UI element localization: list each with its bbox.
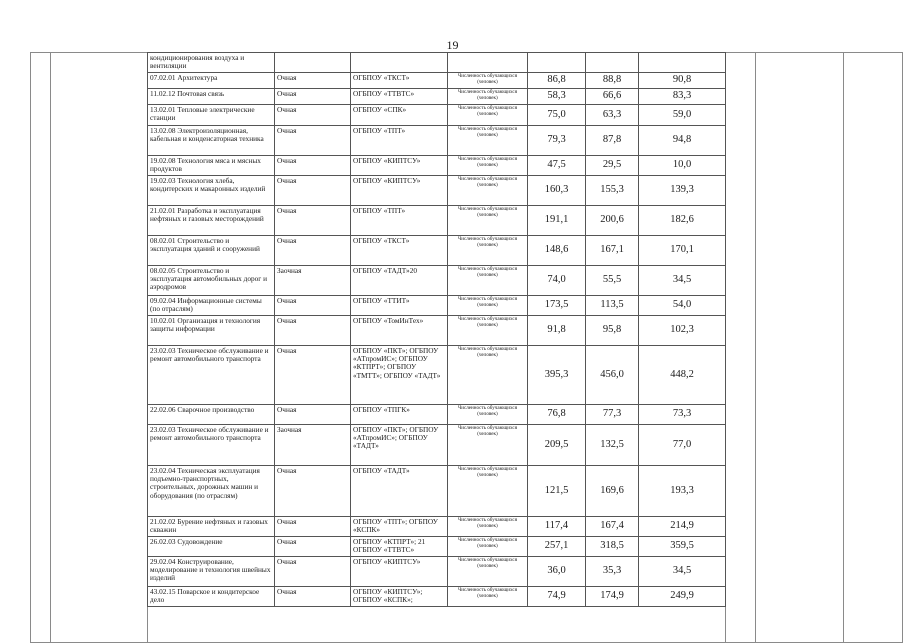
specialty-cell: 23.02.03 Техническое обслуживание и ремонт автомобильного транспорта [148,425,275,466]
value-1-cell: 47,5 [528,156,586,176]
organization-cell: ОГБПОУ «ПКТ»; ОГБПОУ «АТпромИС»; ОГБПОУ «КТПРТ»; ОГБПОУ «ТМТТ»; ОГБПОУ «ТАДТ» [351,346,448,405]
value-1-cell: 160,3 [528,176,586,206]
specialty-cell: 21.02.01 Разработка и эксплуатация нефтяных и газовых месторождений [148,206,275,236]
empty-cell [586,53,639,73]
value-2-cell: 200,6 [586,206,639,236]
specialty-cell: 10.02.01 Организация и технология защиты информации [148,316,275,346]
indicator-cell: Численность обучающихся (человек) [448,316,528,346]
indicator-cell: Численность обучающихся (человек) [448,176,528,206]
value-1-cell: 191,1 [528,206,586,236]
specialty-cell: 07.02.01 Архитектура [148,73,275,89]
indicator-cell: Численность обучающихся (человек) [448,537,528,557]
value-2-cell: 66,6 [586,89,639,105]
indicator-cell: Численность обучающихся (человек) [448,557,528,587]
value-3-cell: 249,9 [639,587,726,607]
value-2-cell: 55,5 [586,266,639,296]
value-2-cell: 77,3 [586,405,639,425]
study-form-cell: Очная [275,405,351,425]
table-row [148,587,726,607]
indicator-cell: Численность обучающихся (человек) [448,156,528,176]
indicator-cell: Численность обучающихся (человек) [448,266,528,296]
value-2-cell: 456,0 [586,346,639,405]
organization-cell: ОГБПОУ «ПКТ»; ОГБПОУ «АТпромИС»; ОГБПОУ «ТАДТ» [351,425,448,466]
indicator-cell: Численность обучающихся (человек) [448,466,528,517]
specialty-cell: 19.02.03 Технология хлеба, кондитерских и макаронных изделий [148,176,275,206]
value-1-cell: 91,8 [528,316,586,346]
table-row [148,425,726,466]
table-row [148,73,726,89]
specialty-cell: 13.02.08 Электроизоляционная, кабельная и конденсаторная техника [148,126,275,156]
value-2-cell: 132,5 [586,425,639,466]
frame-cell [31,53,51,643]
value-3-cell: 73,3 [639,405,726,425]
organization-cell: ОГБПОУ «КИПТСУ» [351,557,448,587]
indicator-cell: Численность обучающихся (человек) [448,296,528,316]
table-row [148,316,726,346]
table-row [148,156,726,176]
continuation-cell: кондиционирования воздуха и вентиляции [148,53,275,73]
organization-cell: ОГБПОУ «ТАДТ» [351,466,448,517]
study-form-cell: Очная [275,316,351,346]
value-2-cell: 35,3 [586,557,639,587]
value-1-cell: 257,1 [528,537,586,557]
table-row [148,405,726,425]
study-form-cell: Очная [275,156,351,176]
value-2-cell: 318,5 [586,537,639,557]
value-2-cell: 87,8 [586,126,639,156]
frame-cell [844,53,903,643]
organization-cell: ОГБПОУ «СПК» [351,105,448,126]
indicator-cell: Численность обучающихся (человек) [448,89,528,105]
value-3-cell: 359,5 [639,537,726,557]
organization-cell: ОГБПОУ «ТПТ» [351,206,448,236]
value-3-cell: 54,0 [639,296,726,316]
organization-cell: ОГБПОУ «КТПРТ»; 21 ОГБПОУ «ТТВТС» [351,537,448,557]
value-3-cell: 34,5 [639,266,726,296]
value-3-cell: 214,9 [639,517,726,537]
study-form-cell: Очная [275,517,351,537]
indicator-cell: Численность обучающихся (человек) [448,105,528,126]
value-3-cell: 34,5 [639,557,726,587]
indicator-cell: Численность обучающихся (человек) [448,425,528,466]
study-form-cell: Очная [275,557,351,587]
specialty-cell: 08.02.01 Строительство и эксплуатация зданий и сооружений [148,236,275,266]
value-3-cell: 77,0 [639,425,726,466]
frame-cell [756,53,844,643]
indicator-cell: Численность обучающихся (человек) [448,206,528,236]
organization-cell: ОГБПОУ «ТКСТ» [351,73,448,89]
specialty-cell: 23.02.03 Техническое обслуживание и ремонт автомобильного транспорта [148,346,275,405]
empty-cell [639,53,726,73]
value-2-cell: 167,4 [586,517,639,537]
study-form-cell: Очная [275,105,351,126]
value-3-cell: 102,3 [639,316,726,346]
table-row [148,126,726,156]
value-2-cell: 155,3 [586,176,639,206]
specialty-cell: 19.02.08 Технология мяса и мясных продуктов [148,156,275,176]
value-2-cell: 167,1 [586,236,639,266]
specialty-cell: 23.02.04 Техническая эксплуатация подъемно-транспортных, строительных, дорожных машин и оборудования (по отраслям) [148,466,275,517]
organization-cell: ОГБПОУ «ТТВТС» [351,89,448,105]
indicator-cell: Численность обучающихся (человек) [448,405,528,425]
value-1-cell: 58,3 [528,89,586,105]
study-form-cell: Очная [275,73,351,89]
table-row [148,296,726,316]
organization-cell: ОГБПОУ «КИПТСУ» [351,176,448,206]
value-1-cell: 86,8 [528,73,586,89]
value-1-cell: 148,6 [528,236,586,266]
value-1-cell: 209,5 [528,425,586,466]
value-3-cell: 139,3 [639,176,726,206]
study-form-cell: Очная [275,126,351,156]
value-3-cell: 83,3 [639,89,726,105]
specialty-cell: 09.02.04 Информационные системы (по отраслям) [148,296,275,316]
value-3-cell: 90,8 [639,73,726,89]
indicator-cell: Численность обучающихся (человек) [448,587,528,607]
value-3-cell: 448,2 [639,346,726,405]
organization-cell: ОГБПОУ «ТПТ» [351,126,448,156]
table-row [148,537,726,557]
table-row [148,236,726,266]
empty-cell [448,53,528,73]
specialty-cell: 29.02.04 Конструирование, моделирование и технология швейных изделий [148,557,275,587]
value-2-cell: 63,3 [586,105,639,126]
value-3-cell: 182,6 [639,206,726,236]
value-1-cell: 76,8 [528,405,586,425]
indicator-cell: Численность обучающихся (человек) [448,73,528,89]
study-form-cell: Очная [275,537,351,557]
study-form-cell: Очная [275,466,351,517]
indicator-cell: Численность обучающихся (человек) [448,346,528,405]
value-1-cell: 395,3 [528,346,586,405]
value-1-cell: 36,0 [528,557,586,587]
indicator-cell: Численность обучающихся (человек) [448,517,528,537]
specialty-cell: 11.02.12 Почтовая связь [148,89,275,105]
organization-cell: ОГБПОУ «ТПГК» [351,405,448,425]
table-row [148,53,726,73]
indicator-cell: Численность обучающихся (человек) [448,236,528,266]
value-3-cell: 94,8 [639,126,726,156]
study-form-cell: Заочная [275,266,351,296]
indicator-cell: Численность обучающихся (человек) [448,126,528,156]
table-row [148,206,726,236]
organization-cell: ОГБПОУ «ТКСТ» [351,236,448,266]
value-1-cell: 74,0 [528,266,586,296]
specialty-cell: 43.02.15 Поварское и кондитерское дело [148,587,275,607]
table-row [148,466,726,517]
table-row [148,176,726,206]
study-form-cell: Очная [275,89,351,105]
empty-cell [351,53,448,73]
empty-cell [528,53,586,73]
table-row [148,266,726,296]
specialty-cell: 26.02.03 Судовождение [148,537,275,557]
organization-cell: ОГБПОУ «ТомИнТех» [351,316,448,346]
frame-cell [726,53,756,643]
value-1-cell: 117,4 [528,517,586,537]
organization-cell: ОГБПОУ «ТАДТ»20 [351,266,448,296]
value-1-cell: 74,9 [528,587,586,607]
organization-cell: ОГБПОУ «КИПТСУ»; ОГБПОУ «КСПК»; [351,587,448,607]
value-2-cell: 169,6 [586,466,639,517]
value-3-cell: 59,0 [639,105,726,126]
table-row [148,89,726,105]
specialty-cell: 22.02.06 Сварочное производство [148,405,275,425]
organization-cell: ОГБПОУ «ТТИТ» [351,296,448,316]
table-row [148,557,726,587]
organization-cell: ОГБПОУ «КИПТСУ» [351,156,448,176]
value-1-cell: 173,5 [528,296,586,316]
study-form-cell: Очная [275,346,351,405]
value-2-cell: 29,5 [586,156,639,176]
table-row [148,346,726,405]
value-3-cell: 10,0 [639,156,726,176]
value-3-cell: 170,1 [639,236,726,266]
study-form-cell: Очная [275,206,351,236]
specialty-cell: 21.02.02 Бурение нефтяных и газовых скважин [148,517,275,537]
study-form-cell: Очная [275,236,351,266]
study-form-cell: Заочная [275,425,351,466]
page-number: 19 [446,38,459,52]
specialty-cell: 13.02.01 Тепловые электрические станции [148,105,275,126]
value-2-cell: 113,5 [586,296,639,316]
specialty-cell: 08.02.05 Строительство и эксплуатация автомобильных дорог и аэродромов [148,266,275,296]
value-1-cell: 75,0 [528,105,586,126]
empty-cell [275,53,351,73]
study-form-cell: Очная [275,587,351,607]
table-row [148,517,726,537]
value-2-cell: 174,9 [586,587,639,607]
study-form-cell: Очная [275,176,351,206]
study-form-cell: Очная [275,296,351,316]
value-2-cell: 95,8 [586,316,639,346]
specialties-table [147,52,726,607]
table-row [148,105,726,126]
organization-cell: ОГБПОУ «ТПТ»; ОГБПОУ «КСПК» [351,517,448,537]
value-3-cell: 193,3 [639,466,726,517]
table-body [148,53,726,607]
frame-cell [51,53,148,643]
value-1-cell: 79,3 [528,126,586,156]
value-2-cell: 88,8 [586,73,639,89]
value-1-cell: 121,5 [528,466,586,517]
